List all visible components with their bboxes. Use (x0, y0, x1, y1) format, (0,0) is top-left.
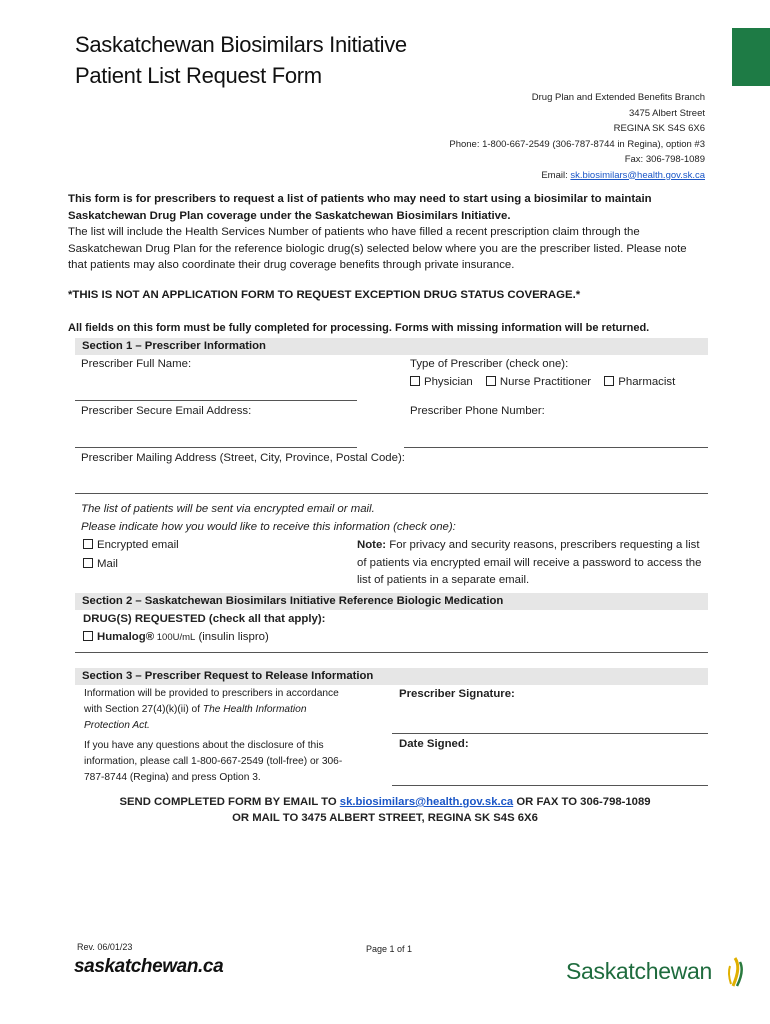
option-mail[interactable]: Mail (83, 556, 118, 572)
fax-number: Fax: 306-798-1089 (624, 154, 705, 165)
section2-divider (75, 652, 708, 653)
green-tab-decoration (732, 28, 770, 86)
prescriber-type-label: Type of Prescriber (check one): (410, 358, 569, 370)
secure-email-field[interactable] (75, 447, 357, 448)
page-number: Page 1 of 1 (366, 944, 413, 954)
branch-name: Drug Plan and Extended Benefits Branch (531, 92, 705, 103)
signature-field[interactable] (392, 733, 708, 734)
option-physician[interactable]: Physician (410, 376, 473, 388)
signature-label: Prescriber Signature: (399, 688, 515, 700)
option-nurse-practitioner[interactable]: Nurse Practitioner (486, 376, 591, 388)
mailing-address-label: Prescriber Mailing Address (Street, City, Province, Postal Code): (81, 452, 405, 464)
privacy-note (357, 537, 709, 590)
revision-date: Rev. 06/01/23 (77, 942, 133, 952)
submit-instructions-line2: OR MAIL TO 3475 ALBERT STREET, REGINA SK S4S 6X6 (232, 812, 538, 824)
wheat-logo-icon (725, 956, 745, 990)
mailing-address-field[interactable] (75, 493, 708, 494)
info-provision-text: Information will be provided to prescribers in accordance with Section 27(4)(k)(ii) of The Health Information Protection Act. (84, 688, 339, 731)
note-label: Note: (357, 539, 387, 551)
drug-option-humalog[interactable]: Humalog® 100U/mL (insulin lispro) (83, 629, 269, 646)
option-pharmacist[interactable]: Pharmacist (604, 376, 675, 388)
website-brand[interactable]: saskatchewan.ca (74, 956, 224, 977)
prescriber-type-options (410, 374, 675, 390)
form-title-line1: Saskatchewan Biosimilars Initiative (75, 32, 407, 57)
phone-number: Phone: 1-800-667-2549 (306-787-8744 in Regina), option #3 (449, 138, 705, 150)
mail-checkbox[interactable] (83, 558, 93, 568)
note-text: For privacy and security reasons, prescribers requesting a list of patients via encrypted email will receive a password to access the list of patients in a separate email. (357, 539, 702, 586)
questions-text: If you have any questions about the disclosure of this information, please call 1-800-667-2549 (toll-free) or 306-787-8744 (Regina) and press Option 3. (84, 740, 343, 783)
secure-email-label: Prescriber Secure Email Address: (81, 405, 252, 417)
delivery-info-line2: Please indicate how you would like to receive this information (check one): (81, 521, 456, 533)
contact-email-link[interactable]: sk.biosimilars@health.gov.sk.ca (570, 169, 705, 181)
street-address: 3475 Albert Street (628, 107, 705, 119)
contact-address-block (449, 90, 705, 183)
full-name-label: Prescriber Full Name: (81, 358, 192, 370)
option-encrypted-email[interactable]: Encrypted email (83, 537, 179, 553)
drugs-requested-label: DRUG(S) REQUESTED (check all that apply): (83, 613, 326, 625)
required-fields-note: All fields on this form must be fully completed for processing. Forms with missing information will be returned. (68, 322, 650, 334)
phone-number-field[interactable] (404, 447, 708, 448)
intro-body-paragraph: The list will include the Health Services Number of patients who have filled a recent prescription claim through the Saskatchewan Drug Plan for the reference biologic drug(s) selected below where you are the prescriber listed. Please note that patients may also coordinate their drug coverage benefits through private insurance. (68, 226, 687, 271)
phone-number-label: Prescriber Phone Number: (410, 405, 545, 417)
section2-header: Section 2 – Saskatchewan Biosimilars Initiative Reference Biologic Medication (75, 593, 708, 610)
humalog-checkbox[interactable] (83, 631, 93, 641)
form-title-line2: Patient List Request Form (75, 63, 322, 88)
physician-checkbox[interactable] (410, 376, 420, 386)
section1-header: Section 1 – Prescriber Information (75, 338, 708, 355)
section3-header: Section 3 – Prescriber Request to Release Information (75, 668, 708, 685)
submit-instructions-line1: SEND COMPLETED FORM BY EMAIL TO sk.biosimilars@health.gov.sk.ca OR FAX TO 306-798-1089 (119, 796, 651, 808)
not-application-warning: *THIS IS NOT AN APPLICATION FORM TO REQUEST EXCEPTION DRUG STATUS COVERAGE.* (68, 289, 581, 301)
intro-bold-paragraph: This form is for prescribers to request a list of patients who may need to start using a biosimilar to maintain Saskatchewan Drug Plan coverage under the Saskatchewan Biosimilars Initiative. (68, 193, 652, 222)
pharmacist-checkbox[interactable] (604, 376, 614, 386)
saskatchewan-logo-text: Saskatchewan (566, 958, 712, 984)
encrypted-email-checkbox[interactable] (83, 539, 93, 549)
delivery-info-line1: The list of patients will be sent via encrypted email or mail. (81, 503, 375, 515)
date-signed-field[interactable] (392, 785, 708, 786)
email-label: Email: (541, 169, 571, 181)
city-postal: REGINA SK S4S 6X6 (613, 123, 705, 134)
nurse-practitioner-checkbox[interactable] (486, 376, 496, 386)
submit-email-link[interactable]: sk.biosimilars@health.gov.sk.ca (339, 796, 514, 808)
email-line (449, 168, 705, 184)
full-name-field[interactable] (75, 400, 357, 401)
date-signed-label: Date Signed: (399, 738, 469, 750)
